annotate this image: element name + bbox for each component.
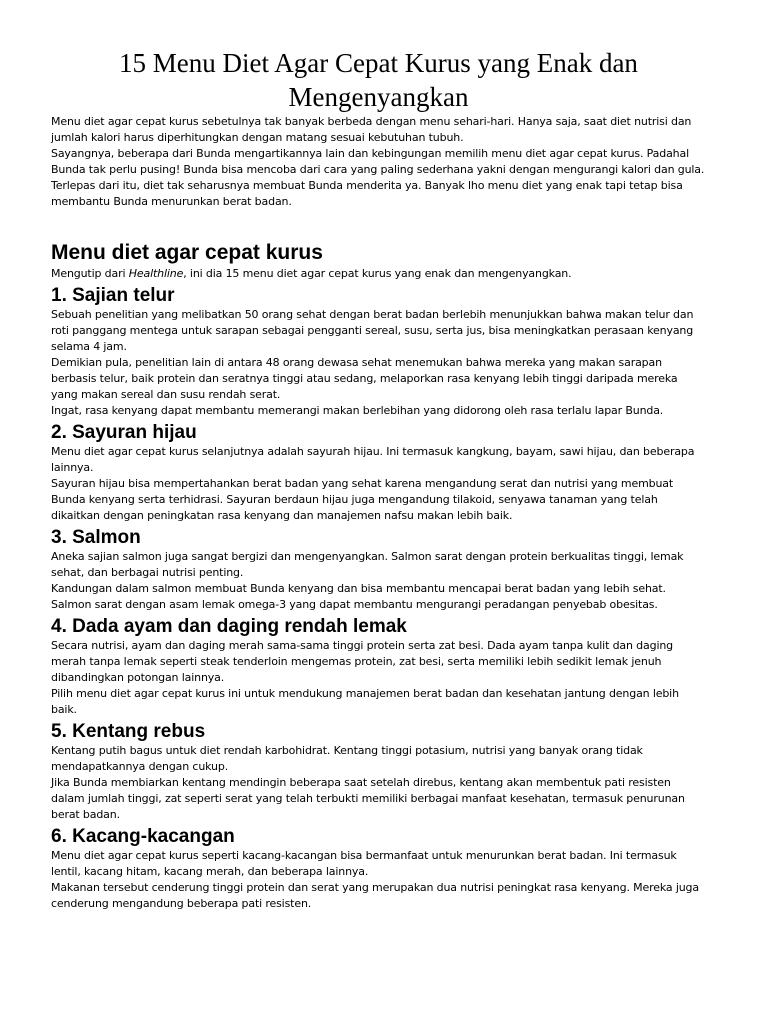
item-paragraph: Sayuran hijau bisa mempertahankan berat badan yang sehat karena mengandung serat dan nutrisi yang membuat Bunda kenyang serta terhidrasi. Sayuran berdaun hijau juga mengandung tilakoid, senyawa tanaman yang telah dikaitkan dengan peningkatan rasa kenyang dan manajemen nafsu makan lebih baik. [51,477,674,522]
item-paragraph: Aneka sajian salmon juga sangat bergizi dan mengenyangkan. Salmon sarat dengan protein berkualitas tinggi, lemak sehat, dan berbagai nutrisi penting. [51,550,684,579]
item-paragraph: Makanan tersebut cenderung tinggi protein dan serat yang merupakan dua nutrisi peningkat rasa kenyang. Mereka juga cenderung mengandung beberapa pati resisten. [51,881,699,910]
item-paragraph: Secara nutrisi, ayam dan daging merah sama-sama tinggi protein serta zat besi. Dada ayam tanpa kulit dan daging merah tanpa lemak seperti steak tenderloin mengemas protein, zat besi, serta memiliki lebih sedikit lemak jenuh dibandingkan potongan lainnya. [51,639,674,684]
item-heading: 4. Dada ayam dan daging rendah lemak [51,616,407,637]
intro-paragraph: Menu diet agar cepat kurus sebetulnya tak banyak berbeda dengan menu sehari-hari. Hanya saja, saat diet nutrisi dan jumlah kalori harus diperhitungkan dengan matang sesuai kebutuhan tubuh. [51,115,692,144]
lead-text: , ini dia 15 menu diet agar cepat kurus yang enak dan mengenyangkan. [183,267,572,280]
section-heading: Menu diet agar cepat kurus [51,241,323,264]
item-paragraph: Menu diet agar cepat kurus selanjutnya adalah sayurah hijau. Ini termasuk kangkung, bayam, sawi hijau, dan beberapa lainnya. [51,445,695,474]
menu-item [51,285,706,419]
spacer [51,210,706,240]
menu-item [51,422,706,524]
item-heading: 6. Kacang-kacangan [51,826,235,847]
lead-source: Healthline [128,267,184,280]
item-heading: 1. Sajian telur [51,285,175,306]
intro-paragraph: Sayangnya, beberapa dari Bunda mengartikannya lain dan kebingungan memilih menu diet agar cepat kurus. Padahal Bunda tak perlu pusing! Bunda bisa mencoba dari cara yang paling sederhana yakni dengan mengurangi kalori dan gula. [51,147,705,176]
item-paragraph: Kentang putih bagus untuk diet rendah karbohidrat. Kentang tinggi potasium, nutrisi yang banyak orang tidak mendapatkannya dengan cukup. [51,744,643,773]
lead-text: Mengutip dari [51,267,129,280]
item-heading: 2. Sayuran hijau [51,422,197,443]
intro-paragraph: Terlepas dari itu, diet tak seharusnya membuat Bunda menderita ya. Banyak lho menu diet yang enak tapi tetap bisa membantu Bunda menurunkan berat badan. [51,179,683,208]
item-paragraph: Kandungan dalam salmon membuat Bunda kenyang dan bisa membantu mencapai berat badan yang lebih sehat. Salmon sarat dengan asam lemak omega-3 yang dapat membantu mengurangi peradangan penyebab obesitas. [51,582,666,611]
menu-item [51,721,706,823]
item-paragraph: Demikian pula, penelitian lain di antara 48 orang dewasa sehat menemukan bahwa mereka yang makan sarapan berbasis telur, baik protein dan seratnya tinggi atau sedang, melaporkan rasa kenyang lebih tinggi daripada mereka yang makan sereal dan susu rendah serat. [51,356,678,401]
document-title: 15 Menu Diet Agar Cepat Kurus yang Enak dan Mengenyangkan [119,48,638,112]
menu-item [51,826,706,912]
item-heading: 5. Kentang rebus [51,721,206,742]
item-paragraph: Jika Bunda membiarkan kentang mendingin beberapa saat setelah direbus, kentang akan membentuk pati resisten dalam jumlah tinggi, zat seperti serat yang telah terbukti memiliki berbagai manfaat kesehatan, termasuk penurunan berat badan. [51,776,685,821]
item-paragraph: Menu diet agar cepat kurus seperti kacang-kacangan bisa bermanfaat untuk menurunkan berat badan. Ini termasuk lentil, kacang hitam, kacang merah, dan beberapa lainnya. [51,849,677,878]
section-lead [51,266,706,282]
item-paragraph: Ingat, rasa kenyang dapat membantu memerangi makan berlebihan yang didorong oleh rasa terlalu lapar Bunda. [51,404,664,417]
item-paragraph: Sebuah penelitian yang melibatkan 50 orang sehat dengan berat badan berlebih menunjukkan bahwa makan telur dan roti panggang mentega untuk sarapan sebagai pengganti sereal, susu, serta jus, bisa meningkatkan perasaan kenyang selama 4 jam. [51,308,694,353]
menu-item [51,527,706,613]
intro-block [51,114,706,210]
item-heading: 3. Salmon [51,527,141,548]
menu-item [51,616,706,718]
item-paragraph: Pilih menu diet agar cepat kurus ini untuk mendukung manajemen berat badan dan kesehatan jantung dengan lebih baik. [51,687,679,716]
